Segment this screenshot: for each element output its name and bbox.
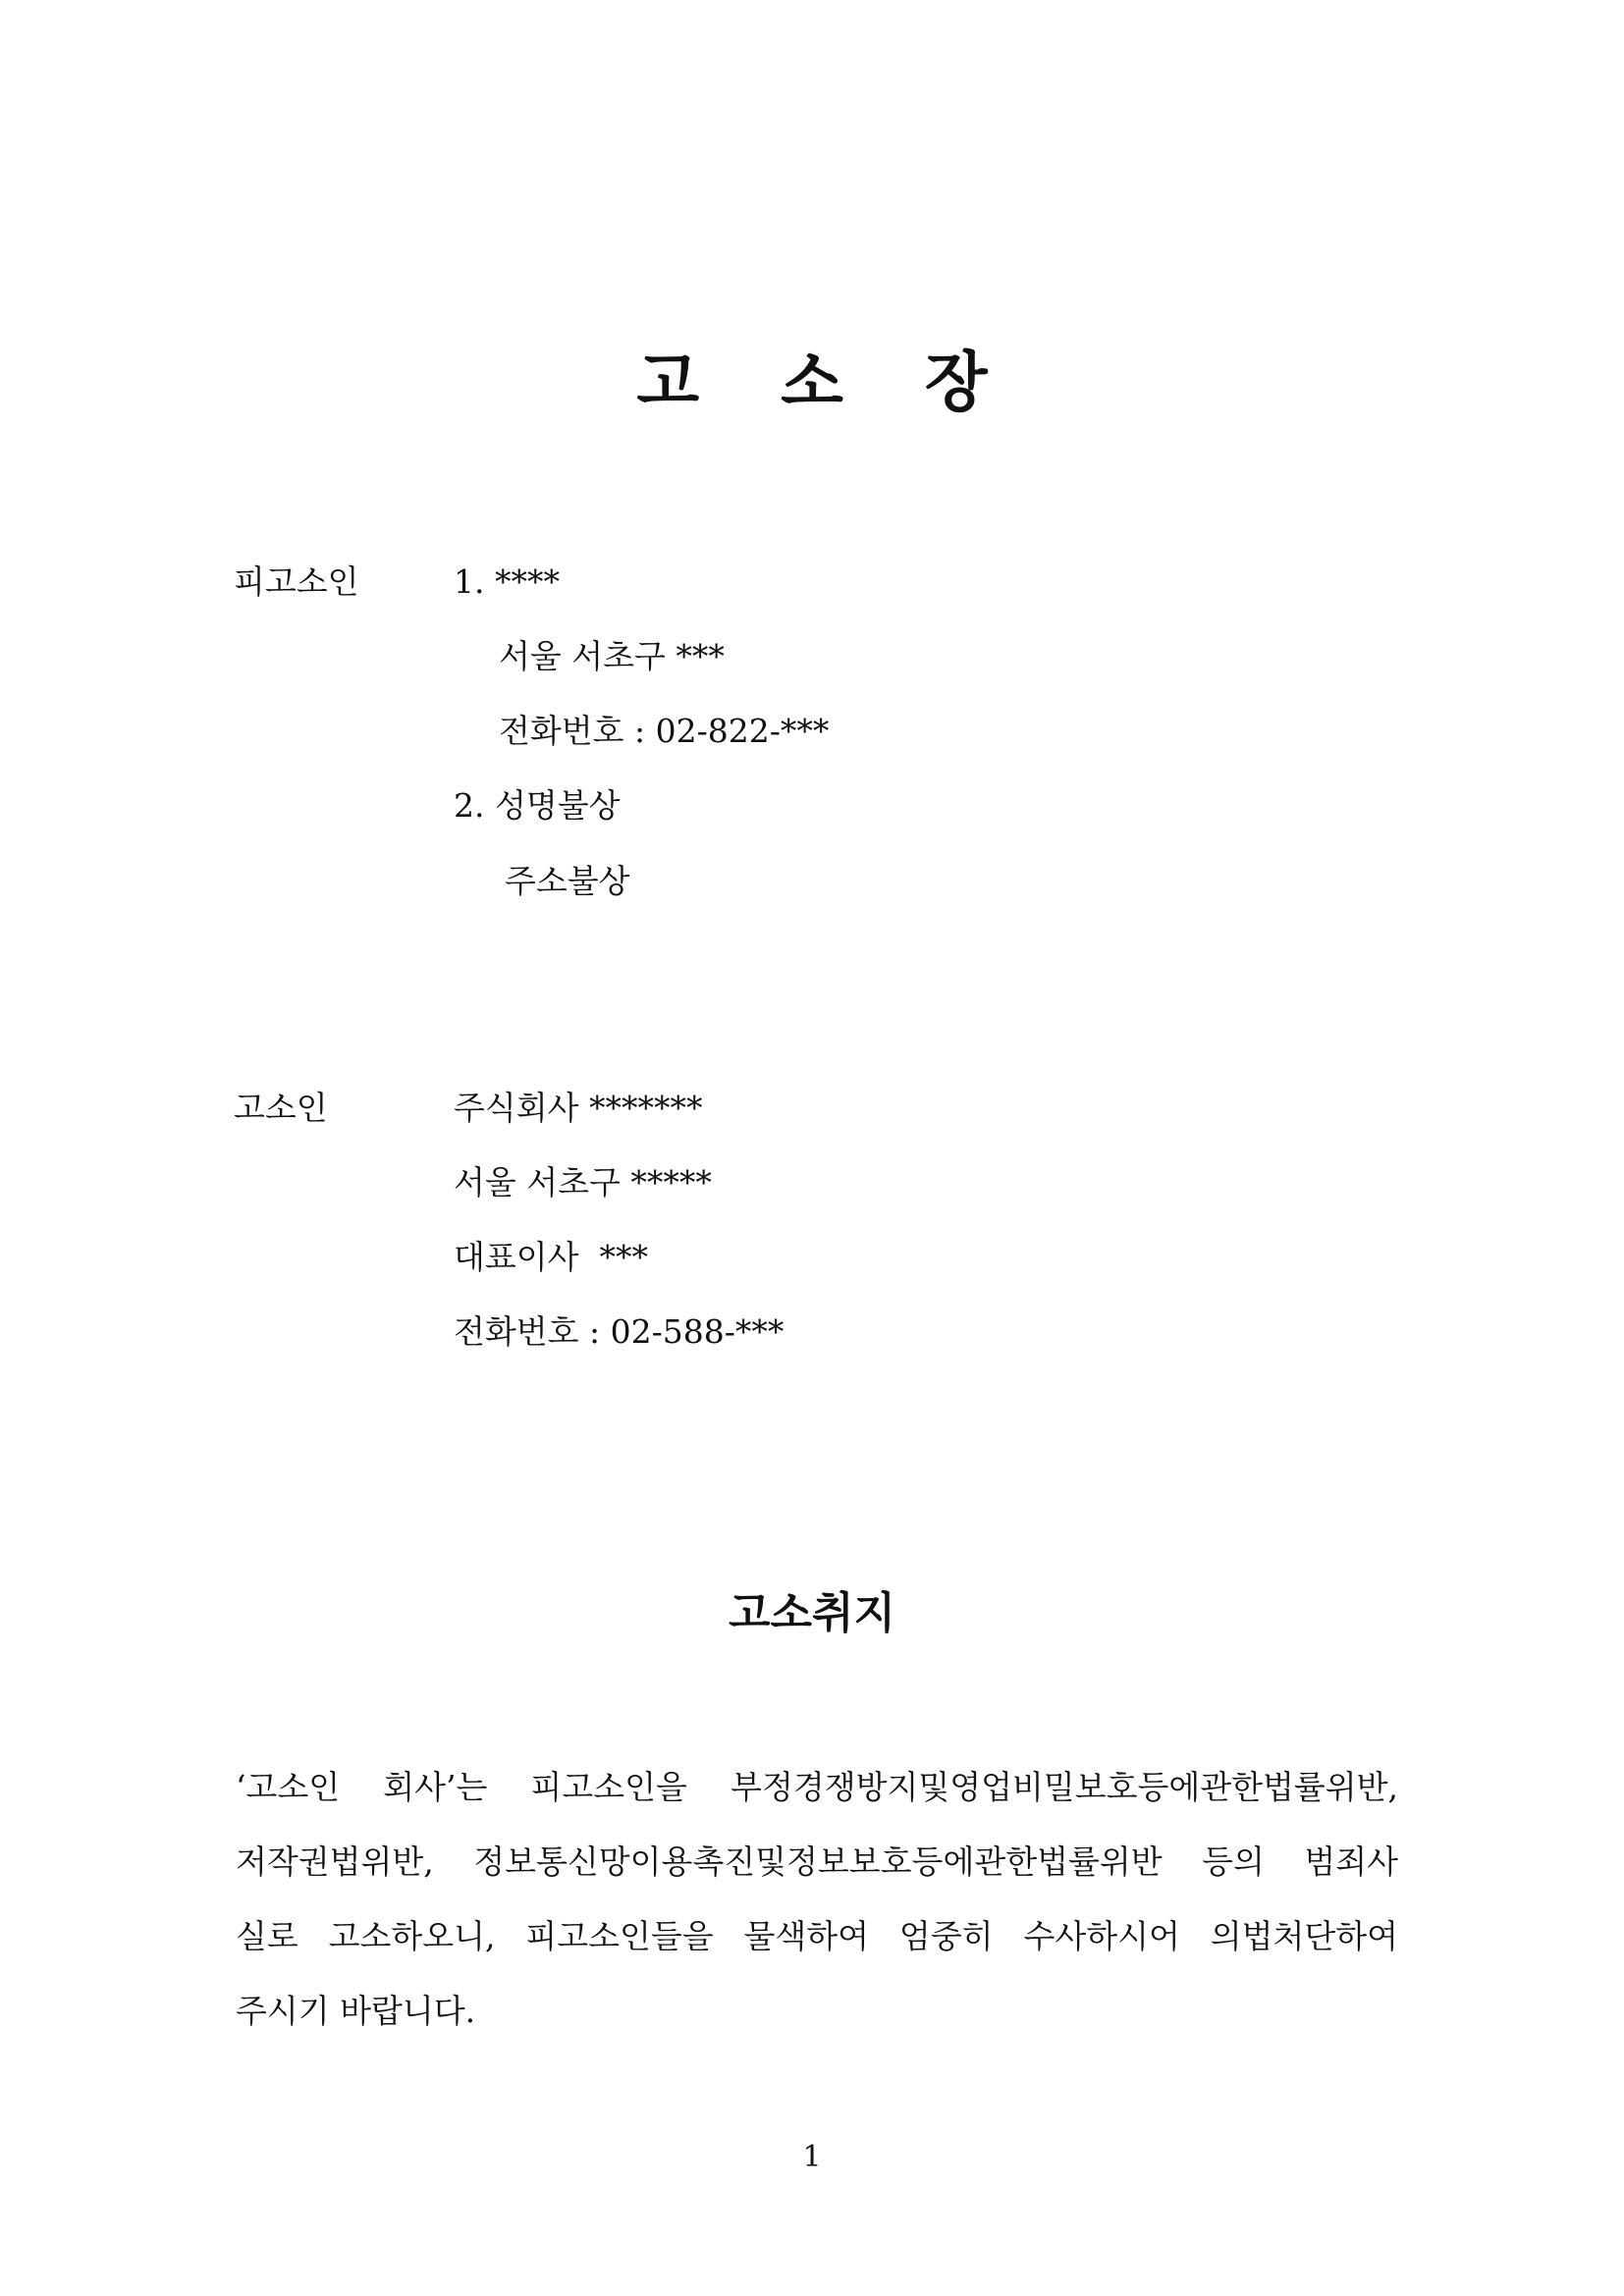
complainant-line-2: 서울 서초구 ***** bbox=[454, 1163, 712, 1201]
purpose-line-3: 실로 고소하오니, 피고소인들을 물색하여 엄중히 수사하시어 의법처단하여 bbox=[236, 1917, 1398, 1955]
accused-line-3: 전화번호 : 02-822-*** bbox=[499, 712, 830, 750]
accused-line-2: 서울 서초구 *** bbox=[499, 637, 725, 675]
complainant-label: 고소인 bbox=[234, 1089, 328, 1127]
section-heading-purpose: 고소취지 bbox=[728, 1588, 895, 1638]
accused-label: 피고소인 bbox=[234, 562, 359, 601]
accused-line-1: 1. **** bbox=[454, 562, 560, 601]
page-number: 1 bbox=[802, 2140, 822, 2174]
accused-line-4: 2. 성명불상 bbox=[454, 786, 621, 825]
complainant-line-3: 대표이사 *** bbox=[454, 1238, 648, 1276]
complainant-line-4: 전화번호 : 02-588-*** bbox=[454, 1312, 785, 1351]
purpose-line-2: 저작권법위반, 정보통신망이용촉진및정보보호등에관한법률위반 등의 범죄사 bbox=[236, 1842, 1398, 1881]
purpose-line-4: 주시기 바랍니다. bbox=[236, 1992, 476, 2030]
purpose-line-1: ‘고소인 회사’는 피고소인을 부정경쟁방지및영업비밀보호등에관한법률위반, bbox=[236, 1768, 1398, 1806]
complainant-line-1: 주식회사 ******* bbox=[454, 1089, 703, 1127]
document-title: 고 소 장 bbox=[636, 345, 988, 420]
accused-line-5: 주소불상 bbox=[505, 862, 630, 900]
